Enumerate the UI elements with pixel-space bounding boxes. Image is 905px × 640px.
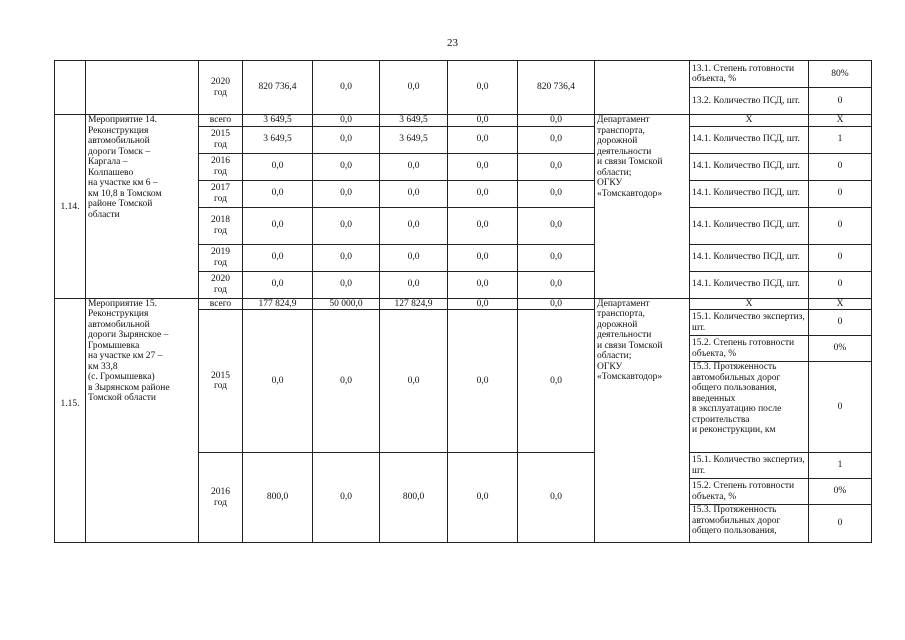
table-row: 1.15. Мероприятие 15. Реконструкция автомобильной дороги Зырянское – Громышевка на участке км 27 – км 33,8 (с. Громышевка) в Зырянском районе Томской области всего 177 824,9 50 000,0 127 824,9 0,0 0,0 Департамент транспорта, дорожной деятельности и связи Томской области; ОГКУ «Томскавтодор» Х Х (55, 298, 872, 310)
table-row: 2020 год 0,0 0,0 0,0 0,0 0,0 14.1. Количество ПСД, шт. 0 (55, 271, 872, 298)
item-name: Мероприятие 14. Реконструкция автомобильной дороги Томск – Каргала – Колпашево на участке км 6 – км 10,8 в Томском районе Томской области (86, 115, 199, 299)
indicator-value: 80% (809, 61, 872, 88)
item-name: Мероприятие 15. Реконструкция автомобильной дороги Зырянское – Громышевка на участке км 27 – км 33,8 (с. Громышевка) в Зырянском районе Томской области (86, 298, 199, 543)
table-row: 15.2. Степень готовности объекта, % 0% (55, 336, 872, 362)
executor: Департамент транспорта, дорожной деятельности и связи Томской области; ОГКУ «Томскавтодор» (595, 298, 690, 543)
indicator-value: 0 (809, 88, 872, 115)
budget-table (54, 60, 872, 543)
table-row: 15.2. Степень готовности объекта, % 0% (55, 479, 872, 505)
table-row: 2016 год 800,0 0,0 800,0 0,0 0,0 15.1. Количество экспертиз, шт. 1 (55, 453, 872, 479)
table-row: 2016 год 0,0 0,0 0,0 0,0 0,0 14.1. Количество ПСД, шт. 0 (55, 153, 872, 180)
table-row: 2020 год 820 736,4 0,0 0,0 0,0 820 736,4 13.1. Степень готовности объекта, % 80% (55, 61, 872, 88)
indicator-name: 13.2. Количество ПСД, шт. (690, 88, 809, 115)
item-number: 1.14. (55, 115, 86, 299)
table-row: 1.14. Мероприятие 14. Реконструкция автомобильной дороги Томск – Каргала – Колпашево на участке км 6 – км 10,8 в Томском районе Томской области всего 3 649,5 0,0 3 649,5 0,0 0,0 Департамент транспорта, дорожной деятельности и связи Томской области; ОГКУ «Томскавтодор» Х Х (55, 115, 872, 127)
page-number: 23 (447, 37, 458, 49)
table-row: 2018 год 0,0 0,0 0,0 0,0 0,0 14.1. Количество ПСД, шт. 0 (55, 207, 872, 244)
table-row: 2017 год 0,0 0,0 0,0 0,0 0,0 14.1. Количество ПСД, шт. 0 (55, 180, 872, 207)
indicator-name: 13.1. Степень готовности объекта, % (690, 61, 809, 88)
table-row: 2015 год 0,0 0,0 0,0 0,0 0,0 15.1. Количество экспертиз, шт. 0 (55, 310, 872, 336)
table-row: 2015 год 3 649,5 0,0 3 649,5 0,0 0,0 14.1. Количество ПСД, шт. 1 (55, 126, 872, 153)
executor: Департамент транспорта, дорожной деятельности и связи Томской области; ОГКУ «Томскавтодор» (595, 115, 690, 299)
table-row: 2019 год 0,0 0,0 0,0 0,0 0,0 14.1. Количество ПСД, шт. 0 (55, 244, 872, 271)
table-row: 15.3. Протяженность автомобильных дорог общего пользования, 0 (55, 505, 872, 543)
table-row: 15.3. Протяженность автомобильных дорог общего пользования, введенных в эксплуатацию после строительства и реконструкции, км 0 (55, 362, 872, 453)
item-number: 1.15. (55, 298, 86, 543)
